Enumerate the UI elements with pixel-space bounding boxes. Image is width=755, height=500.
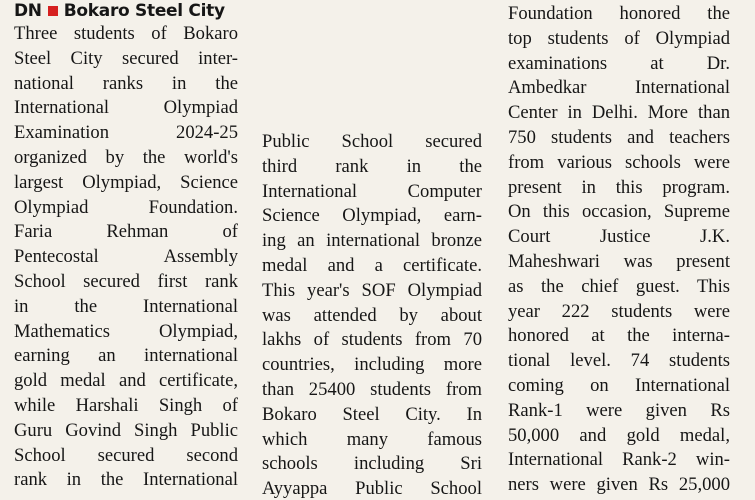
column-2-text <box>262 130 482 500</box>
text-line: International Computer <box>262 180 482 202</box>
text-line: year 222 students were <box>508 300 730 322</box>
text-line: Three students of Bokaro <box>14 23 238 44</box>
text-line: Ayyappa Public School <box>262 478 482 500</box>
text-line: This year's SOF Olympiad <box>262 279 482 301</box>
text-line: schools including Sri <box>262 453 482 475</box>
text-line: in the International <box>14 295 238 317</box>
text-line: Olympiad Foundation. <box>14 196 238 218</box>
text-line: which many famous <box>262 428 482 450</box>
column-1-text <box>14 22 238 493</box>
text-line: Steel City secured inter- <box>14 47 238 69</box>
text-line: 750 students and teachers <box>508 126 730 148</box>
text-line: 50,000 and gold medal, <box>508 424 730 446</box>
text-line: Bokaro Steel City. In <box>262 403 482 425</box>
text-line: Pentecostal Assembly <box>14 246 238 268</box>
text-line: from various schools were <box>508 151 730 173</box>
text-line: Science Olympiad, earn- <box>262 205 482 227</box>
text-line: largest Olympiad, Science <box>14 171 238 193</box>
text-line: Center in Delhi. More than <box>508 102 730 124</box>
column-3-text <box>508 0 730 498</box>
text-line: third rank in the <box>262 155 482 177</box>
text-line: Guru Govind Singh Public <box>14 419 238 441</box>
text-line: Court Justice J.K. <box>508 226 730 248</box>
text-line: countries, including more <box>262 354 482 376</box>
text-line: ing an international bronze <box>262 230 482 252</box>
dateline-city: Bokaro Steel City <box>63 0 225 21</box>
text-line: Rank-1 were given Rs <box>508 399 730 421</box>
text-line: was attended by about <box>262 304 482 326</box>
text-line: top students of Olympiad <box>508 27 730 49</box>
text-line: coming on International <box>508 374 730 396</box>
text-line: School secured second <box>14 444 238 466</box>
text-line: organized by the world's <box>14 146 238 168</box>
article-column-1 <box>14 0 238 500</box>
text-line: Public School secured <box>262 131 482 152</box>
text-line: Faria Rehman of <box>14 221 238 243</box>
text-line: as the chief guest. This <box>508 275 730 297</box>
text-line: lakhs of students from 70 <box>262 329 482 351</box>
text-line: medal and a certificate. <box>262 254 482 276</box>
text-line: Maheshwari was present <box>508 250 730 272</box>
text-line: examinations at Dr. <box>508 52 730 74</box>
text-line: gold medal and certificate, <box>14 370 238 392</box>
text-line: national ranks in the <box>14 72 238 94</box>
text-line: rank in the International <box>14 469 238 491</box>
text-line: ners were given Rs 25,000 <box>508 474 730 496</box>
text-line: honored at the interna- <box>508 325 730 347</box>
dateline-agency: DN <box>14 0 42 21</box>
text-line: Examination 2024-25 <box>14 122 238 144</box>
text-line: earning an international <box>14 345 238 367</box>
dateline <box>14 0 238 22</box>
article-column-3 <box>508 0 730 500</box>
text-line: than 25400 students from <box>262 378 482 400</box>
text-line: present in this program. <box>508 176 730 198</box>
text-line: School secured first rank <box>14 270 238 292</box>
text-line: while Harshali Singh of <box>14 394 238 416</box>
text-line: On this occasion, Supreme <box>508 201 730 223</box>
article-column-2 <box>262 0 482 500</box>
text-line: International Olympiad <box>14 97 238 119</box>
red-square-icon <box>48 6 58 16</box>
text-line: Ambedkar International <box>508 77 730 99</box>
text-line: Mathematics Olympiad, <box>14 320 238 342</box>
text-line: tional level. 74 students <box>508 350 730 372</box>
text-line: International Rank-2 win- <box>508 449 730 471</box>
text-line: Foundation honored the <box>508 3 730 24</box>
